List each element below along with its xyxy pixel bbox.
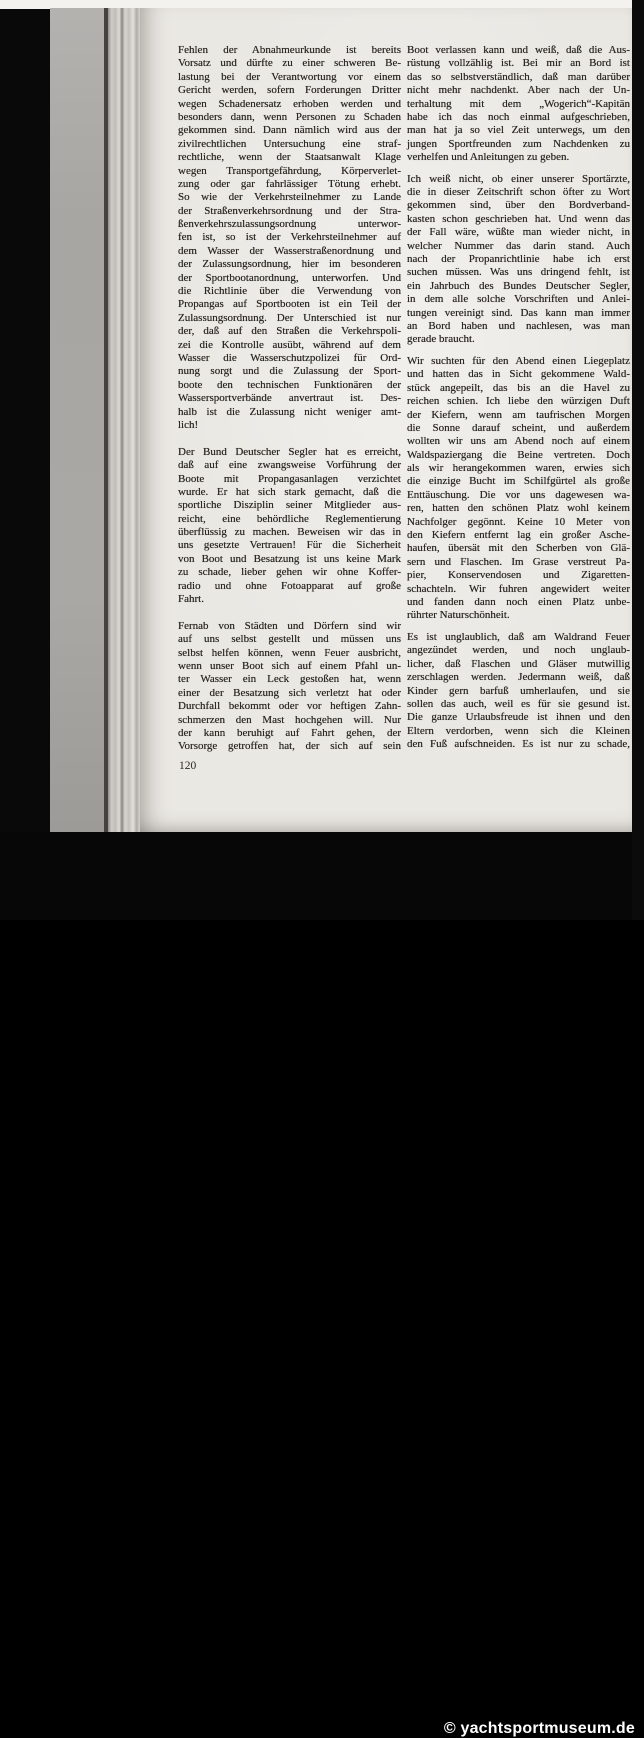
text-line: stück angepeilt, das bis an die Havel zu: [407, 381, 630, 394]
text-line: Vorsatz und dürfte zu einer schweren Be-: [178, 57, 401, 70]
text-line: schmerzen den Mast hochgehen will. Nur: [178, 713, 401, 726]
scan-right-strip: [632, 0, 644, 920]
text-line: Nachfolger gegönnt. Keine 10 Meter von: [407, 515, 630, 528]
text-line: radio und ohne Fotoapparat auf große: [178, 579, 401, 592]
text-line: den Kiefern entfernt lag ein großer Asche-: [407, 529, 630, 542]
book-spine-edge: [50, 8, 107, 846]
text-line: ßenverkehrszulassungsordnung unterwor-: [178, 218, 401, 231]
text-line: und hatten das in Sicht gekommene Wald-: [407, 368, 630, 381]
text-line: Fernab von Städten und Dörfern sind wir: [178, 619, 401, 632]
paragraph: [407, 44, 630, 165]
text-line: rechtliche, wenn der Staatsanwalt Klage: [178, 151, 401, 164]
text-line: zerschlagen werden. Jedermann weiß, daß: [407, 671, 630, 684]
text-line: der Zulassungsordnung, hier im besonderen: [178, 258, 401, 271]
text-line: habe ich das noch einmal aufgeschrieben,: [407, 110, 630, 123]
text-line: Zulassungsordnung. Der Unterschied ist nur: [178, 311, 401, 324]
text-line: und fanden dann noch einen Platz unbe-: [407, 596, 630, 608]
text-line: Fahrt.: [178, 593, 204, 606]
text-line: lich!: [178, 418, 199, 431]
text-line: auf uns selbst gestellt und müssen uns: [178, 633, 401, 646]
text-line: besonders dann, wenn Personen zu Schaden: [178, 110, 401, 123]
text-line: Kinder gern barfuß umherlaufen, und sie: [407, 684, 630, 697]
text-line: nicht mehr nachdenkt. Aber nach der Un-: [407, 84, 630, 97]
text-line: rührter Naturschönheit.: [407, 609, 510, 622]
text-line: Ich weiß nicht, ob einer unserer Sportärzte,: [407, 172, 630, 185]
text-line: Wassersportverbände anvertraut ist. Des-: [178, 392, 401, 405]
text-line: reicht, eine behördliche Reglementierung: [178, 512, 401, 525]
text-line: Wir suchten für den Abend einen Liegeplatz: [407, 354, 630, 367]
text-line: Boote mit Propangasanlagen verzichtet: [178, 472, 401, 485]
page-number: 120: [179, 760, 197, 772]
text-line: der Kiefern, wenn am taufrischen Morgen: [407, 408, 630, 421]
text-line: So wie der Verkehrsteilnehmer zu Lande: [178, 191, 401, 204]
text-line: ren, hatten den schönen Platz wohl keinem: [407, 502, 630, 515]
text-line: wollten wir uns am Abend noch auf einem: [407, 435, 630, 448]
text-line: halb ist die Zulassung nicht weniger amt-: [178, 405, 401, 418]
text-line: Fehlen der Abnahmeurkunde ist bereits: [178, 44, 401, 56]
text-line: welcher Nummer das darin stand. Auch: [407, 239, 630, 252]
text-line: einer der Besatzung sich verletzt hat oder: [178, 686, 401, 699]
text-line: an Bord haben und nachlesen, was man: [407, 320, 630, 332]
text-line: verhelfen und Anleitungen zu geben.: [407, 151, 570, 164]
scanner-bed: [0, 832, 644, 1737]
left-column: [178, 44, 401, 754]
text-line: sollen das auch, weil es für sie gesund ist.: [407, 697, 630, 710]
book-page: [140, 8, 632, 832]
text-line: man hat ja so viel Zeit unterwegs, um den: [407, 124, 630, 137]
text-line: als wir herangekommen waren, erwies sich: [407, 462, 630, 475]
text-line: Die ganze Urlaubsfreude ist ihnen und den: [407, 711, 630, 724]
text-line: gekommen sind, über den Bordverband-: [407, 199, 630, 212]
text-line: von Boot und Besatzung ist uns keine Mark: [178, 552, 401, 565]
text-line: der, daß auf den Straßen die Verkehrspoli-: [178, 325, 401, 338]
text-line: das so selbstverständlich, daß man darüber: [407, 70, 630, 83]
text-line: Durchfall bekommt oder vor heftigen Zahn-: [178, 700, 401, 713]
text-line: terhaltung mit dem „Wogerich“-Kapitän: [407, 97, 630, 110]
text-line: den Fuß aufschneiden. Es ist nur zu schade,: [407, 738, 630, 751]
text-line: haufen, übersät mit den Scherben von Glä-: [407, 542, 630, 555]
text-line: selbst helfen können, wenn Feuer ausbricht,: [178, 646, 401, 659]
text-line: nung sorgt und die Zulassung der Sport-: [178, 365, 401, 378]
text-line: wurde. Er hat sich stark gemacht, daß die: [178, 485, 401, 498]
text-line: Enttäuschung. Die vor uns dagewesen wa-: [407, 488, 630, 501]
text-line: rüstung vollzählig ist. Bei mir an Bord ist: [407, 57, 630, 70]
text-line: die Sonne darauf scheint, und außerdem: [407, 421, 630, 434]
text-line: zu schade, lieber gehen wir ohne Koffer-: [178, 566, 401, 579]
text-line: Boot verlassen kann und weiß, daß die Aus-: [407, 44, 630, 56]
text-line: die in dieser Zeitschrift schon öfter zu Wort: [407, 186, 630, 199]
text-line: sern und Flaschen. Im Grase verstreut Pa-: [407, 555, 630, 568]
text-line: pier, Konservendosen und Zigaretten-: [407, 569, 630, 582]
paragraph: [407, 173, 630, 347]
text-line: angezündet werden, und noch unglaub-: [407, 644, 630, 657]
paragraph: [178, 620, 401, 754]
text-line: schachteln. Wir fuhren angewidert weiter: [407, 582, 630, 595]
text-line: ter Wasser ein Leck gestoßen hat, wenn: [178, 673, 401, 686]
text-line: Der Bund Deutscher Segler hat es erreicht,: [178, 445, 401, 458]
text-line: die einzige Bucht im Schilfgürtel als große: [407, 475, 630, 488]
text-line: fen ist, so ist der Verkehrsteilnehmer auf: [178, 231, 401, 244]
text-line: Vorsorge getroffen hat, der sich auf sein: [178, 740, 401, 753]
text-line: überflüssig zu machen. Beweisen wir das in: [178, 526, 401, 539]
text-line: lastung bei der Verantwortung vor einem: [178, 70, 401, 83]
text-line: licher, daß Flaschen und Gläser mutwillig: [407, 657, 630, 670]
text-line: in dem alle solche Vorschriften und Anlei-: [407, 293, 630, 306]
text-line: daß auf eine zwangsweise Vorführung der: [178, 459, 401, 472]
text-line: dem Wasser der Wasserstraßenordnung und: [178, 244, 401, 257]
text-line: Waldspaziergang die Beine vertreten. Doch: [407, 448, 630, 461]
text-line: wenn unser Boot sich auf einem Pfahl un-: [178, 659, 401, 672]
text-line: Es ist unglaublich, daß am Waldrand Feuer: [407, 630, 630, 643]
text-line: der Sportbootanordnung, unterworfen. Und: [178, 271, 401, 284]
text-line: der Straßenverkehrsordnung und der Stra-: [178, 204, 401, 217]
text-line: sportliche Disziplin seiner Mitglieder aus-: [178, 499, 401, 512]
text-line: gerade braucht.: [407, 333, 475, 346]
text-line: der kann beruhigt auf Fahrt gehen, der: [178, 726, 401, 739]
text-line: reichen schien. Ich liebe den würzigen Duft: [407, 395, 630, 408]
text-line: zivilrechtlichen Untersuchung eine straf-: [178, 137, 401, 150]
right-column: [407, 44, 630, 751]
paragraph: [407, 355, 630, 623]
text-line: die Richtlinie über die Verwendung von: [178, 285, 401, 298]
paragraph: [178, 44, 401, 432]
text-line: Propangas auf Sportbooten ist ein Teil der: [178, 298, 401, 311]
text-line: uns gesetzte Vertrauen! Für die Sicherheit: [178, 539, 401, 552]
text-line: suchen müssen. Was uns dringend fehlt, ist: [407, 266, 630, 279]
page-stack-edges: [108, 8, 142, 834]
paragraph: [407, 631, 630, 752]
text-line: zei die Kontrolle ausübt, während auf dem: [178, 338, 401, 351]
text-line: ein Jahrbuch des Bundes Deutscher Segler,: [407, 279, 630, 292]
text-line: nach der Propanrichtlinie habe ich erst: [407, 253, 630, 266]
text-line: tungen vereinigt sind. Das kann man immer: [407, 306, 630, 319]
text-line: zung oder gar fahrlässiger Tötung erhebt.: [178, 177, 401, 190]
paragraph: [178, 446, 401, 607]
text-line: Gericht werden, sofern Forderungen Dritter: [178, 84, 401, 97]
text-line: Wasser die Wasserschutzpolizei für Ord-: [178, 351, 401, 364]
text-line: der Fall wäre, wüßte man wieder nicht, in: [407, 226, 630, 239]
text-line: wegen Schadenersatz erhoben werden und: [178, 97, 401, 110]
text-line: gekommen sind. Dann nämlich wird aus der: [178, 124, 401, 137]
watermark: © yachtsportmuseum.de: [443, 1720, 635, 1737]
text-line: kasten schon geschrieben hat. Und wenn das: [407, 212, 630, 225]
text-line: jungen Sportfreunden zum Nachdenken zu: [407, 137, 630, 150]
text-line: wegen Transportgefährdung, Körperverlet-: [178, 164, 401, 177]
text-line: Eltern verdorben, wenn sich die Kleinen: [407, 724, 630, 737]
text-line: boote den technischen Funktionären der: [178, 378, 401, 391]
